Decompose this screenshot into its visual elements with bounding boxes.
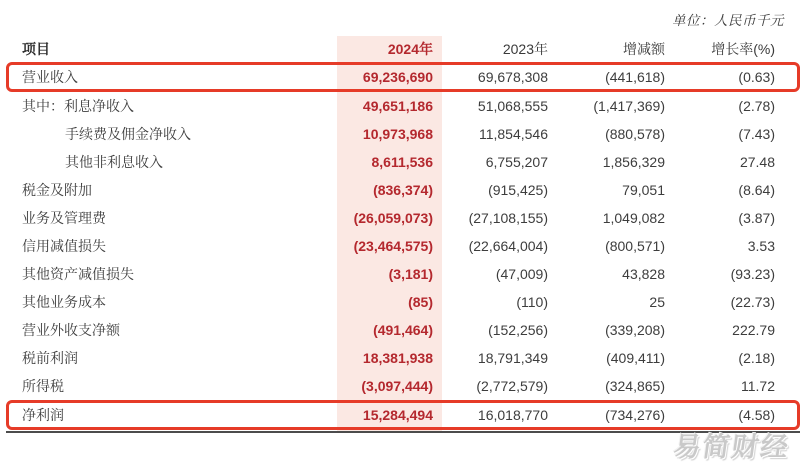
value-growth-rate: (93.23) bbox=[730, 266, 775, 282]
value-growth-rate: 11.72 bbox=[741, 378, 775, 394]
value-change: 1,856,329 bbox=[602, 154, 665, 170]
value-2024: 8,611,536 bbox=[371, 154, 433, 170]
table-row bbox=[6, 204, 800, 232]
row-label: 其中：利息净收入 bbox=[22, 98, 134, 114]
value-change: 1,049,082 bbox=[602, 210, 665, 226]
row-label: 业务及管理费 bbox=[22, 210, 106, 226]
table-row bbox=[6, 148, 800, 176]
table-row bbox=[6, 92, 800, 120]
value-change: (324,865) bbox=[605, 378, 665, 394]
table-row bbox=[6, 344, 800, 372]
value-2024: 69,236,690 bbox=[362, 69, 433, 85]
header-change: 增减额 bbox=[623, 41, 665, 57]
value-2024: 49,651,186 bbox=[362, 98, 433, 114]
value-change: 25 bbox=[649, 294, 665, 310]
value-2023: (110) bbox=[516, 294, 548, 310]
value-2023: (152,256) bbox=[488, 322, 548, 338]
header-year-2024: 2024年 bbox=[387, 41, 433, 57]
value-2023: 51,068,555 bbox=[477, 98, 548, 114]
table-row bbox=[6, 260, 800, 288]
row-label: 税前利润 bbox=[22, 350, 78, 366]
income-statement-table bbox=[6, 36, 800, 433]
table-row bbox=[6, 316, 800, 344]
value-change: (734,276) bbox=[605, 407, 665, 423]
table-body bbox=[6, 62, 800, 430]
value-growth-rate: (22.73) bbox=[730, 294, 775, 310]
row-label: 信用减值损失 bbox=[22, 238, 106, 254]
table-row bbox=[6, 62, 800, 92]
table-row bbox=[6, 372, 800, 400]
table-row bbox=[6, 176, 800, 204]
value-2024: (491,464) bbox=[373, 322, 433, 338]
value-growth-rate: (8.64) bbox=[738, 182, 775, 198]
value-change: (880,578) bbox=[605, 126, 665, 142]
value-change: 79,051 bbox=[622, 182, 665, 198]
value-change: (339,208) bbox=[605, 322, 665, 338]
table-header-row bbox=[6, 36, 800, 62]
row-label: 其他业务成本 bbox=[22, 294, 106, 310]
row-label: 其他非利息收入 bbox=[65, 154, 163, 170]
header-year-2023: 2023年 bbox=[502, 41, 548, 57]
table-row bbox=[6, 120, 800, 148]
value-2023: (2,772,579) bbox=[476, 378, 548, 394]
value-growth-rate: 3.53 bbox=[747, 238, 775, 254]
value-growth-rate: (2.78) bbox=[738, 98, 775, 114]
row-label: 其他资产减值损失 bbox=[22, 266, 134, 282]
value-2024: 15,284,494 bbox=[362, 407, 433, 423]
value-change: (441,618) bbox=[605, 69, 665, 85]
value-2024: (836,374) bbox=[373, 182, 433, 198]
value-2024: (3,181) bbox=[388, 266, 433, 282]
value-change: (1,417,369) bbox=[593, 98, 665, 114]
value-growth-rate: 27.48 bbox=[739, 154, 775, 170]
header-growth-rate: 增长率(%) bbox=[711, 41, 775, 57]
table-row bbox=[6, 288, 800, 316]
watermark: 易简财经 bbox=[671, 432, 792, 462]
value-2024: (3,097,444) bbox=[361, 378, 433, 394]
value-2023: 16,018,770 bbox=[477, 407, 548, 423]
value-2024: (23,464,575) bbox=[353, 238, 433, 254]
value-2023: 69,678,308 bbox=[477, 69, 548, 85]
value-2024: (85) bbox=[408, 294, 433, 310]
value-2023: 6,755,207 bbox=[485, 154, 548, 170]
value-2023: (27,108,155) bbox=[468, 210, 548, 226]
row-label: 手续费及佣金净收入 bbox=[65, 126, 191, 142]
value-growth-rate: (2.18) bbox=[738, 350, 775, 366]
value-change: (409,411) bbox=[606, 350, 665, 366]
row-label: 营业收入 bbox=[22, 69, 78, 85]
value-2024: (26,059,073) bbox=[353, 210, 433, 226]
value-2023: (22,664,004) bbox=[468, 238, 548, 254]
value-2024: 18,381,938 bbox=[362, 350, 433, 366]
value-change: 43,828 bbox=[622, 266, 665, 282]
row-label: 税金及附加 bbox=[22, 182, 92, 198]
value-growth-rate: (0.63) bbox=[738, 69, 775, 85]
value-growth-rate: (3.87) bbox=[738, 210, 775, 226]
value-2023: (47,009) bbox=[495, 266, 548, 282]
header-item: 项目 bbox=[22, 41, 50, 57]
value-2024: 10,973,968 bbox=[362, 126, 433, 142]
value-change: (800,571) bbox=[605, 238, 665, 254]
row-label: 所得税 bbox=[22, 378, 64, 394]
value-2023: (915,425) bbox=[488, 182, 548, 198]
table-row bbox=[6, 232, 800, 260]
row-label: 营业外收支净额 bbox=[22, 322, 120, 338]
row-label: 净利润 bbox=[22, 407, 64, 423]
value-2023: 11,854,546 bbox=[478, 126, 548, 142]
value-growth-rate: (4.58) bbox=[738, 407, 775, 423]
unit-label: 单位：人民币千元 bbox=[672, 13, 784, 28]
value-2023: 18,791,349 bbox=[477, 350, 548, 366]
value-growth-rate: (7.43) bbox=[738, 126, 775, 142]
value-growth-rate: 222.79 bbox=[732, 322, 775, 338]
